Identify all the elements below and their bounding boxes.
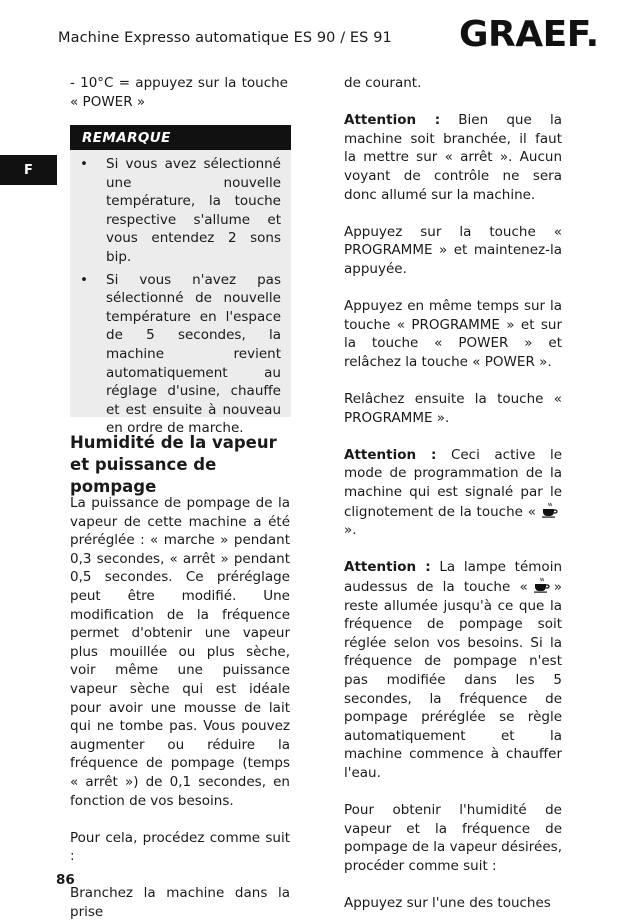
bullet-text: Si vous avez sélectionné une nouvelle température, la touche respective s'allume et vous entendez 2 sons bip. — [106, 156, 281, 265]
list-item — [76, 155, 281, 267]
left-column — [70, 74, 290, 111]
bullet-icon: • — [80, 156, 88, 172]
body-paragraph: Appuyez sur l'une des touches — [344, 895, 551, 912]
body-paragraph: de courant. — [344, 75, 422, 91]
remark-title: REMARQUE — [70, 125, 291, 150]
body-paragraph: Appuyez en même temps sur la touche « PROGRAMME » et sur la touche « POWER » et relâchez la touche « POWER ». — [344, 298, 562, 370]
steam-cup-icon — [532, 577, 550, 593]
body-paragraph: Branchez la machine dans la prise — [70, 885, 290, 921]
language-tab: F — [0, 155, 57, 185]
steam-cup-icon — [540, 502, 558, 518]
attention-text-end: ». — [344, 522, 357, 539]
section-heading: Humidité de la vapeur et puissance de pompage — [70, 433, 277, 496]
attention-paragraph — [344, 446, 562, 540]
right-column — [344, 74, 562, 913]
attention-paragraph — [344, 111, 562, 204]
attention-paragraph — [344, 558, 562, 782]
header-title: Machine Expresso automatique ES 90 / ES 91 — [58, 30, 392, 46]
body-paragraph: Pour obtenir l'humidité de vapeur et la fréquence de pompage de la vapeur désirées, procéder comme suit : — [344, 802, 562, 874]
page-number: 86 — [56, 872, 75, 888]
remark-box — [70, 125, 291, 437]
bullet-text: Si vous n'avez pas sélectionné de nouvelle température en l'espace de 5 secondes, la machine revient automatiquement au réglage d'usine, chauffe et est ensuite à nouveau en ordre de marche. — [106, 271, 281, 437]
attention-text: Bien que la machine soit branchée, il faut la mettre sur « arrêt ». Aucun voyant de contrôle ne sera donc allumé sur la machine. — [344, 112, 563, 203]
attention-text: Ceci active le mode de programmation de la machine qui est signalé par le clignotement de la touche « — [344, 446, 562, 520]
body-paragraph: Pour cela, procédez comme suit : — [70, 829, 290, 865]
intro-text: - 10°C = appuyez sur la touche « POWER » — [70, 75, 288, 110]
brand-logo: GRAEF. — [459, 14, 599, 55]
body-paragraph: Relâchez ensuite la touche « PROGRAMME ». — [344, 391, 562, 426]
list-item — [76, 271, 281, 438]
left-body — [70, 494, 290, 922]
attention-label: Attention : — [344, 446, 437, 463]
body-paragraph: Appuyez sur la touche « PROGRAMME » et maintenez-la appuyée. — [344, 223, 562, 277]
attention-text: La lampe témoin audessus de la touche « — [344, 559, 562, 596]
bullet-icon: • — [80, 271, 88, 288]
attention-label: Attention : — [344, 559, 431, 576]
attention-label: Attention : — [344, 112, 441, 129]
remark-list — [76, 155, 281, 442]
attention-text-end: » reste allumée jusqu'à ce que la fréquence de pompage soit réglée selon vos besoins. Si la fréquence de pompage n'est pas modifiée dans les 5 secondes, la fréquence de pompage préréglée se règle automatiquement et la machine commence à chauffer l'eau. — [344, 579, 562, 781]
body-paragraph: La puissance de pompage de la vapeur de cette machine a été préréglée : « marche » pendant 0,3 secondes, « arrêt » pendant 0,5 secondes. Ce préréglage peut être modifié. Une modification de la fréquence permet d'obtenir une vapeur plus mouillée ou plus sèche, voir même une puissance vapeur sèche qui est idéale pour avoir une mousse de lait qui ne tombe pas. Vous pouvez augmenter ou réduire la fréquence de pompage (temps « arrêt ») de 0,1 secondes, en fonction de vos besoins. — [70, 495, 290, 809]
